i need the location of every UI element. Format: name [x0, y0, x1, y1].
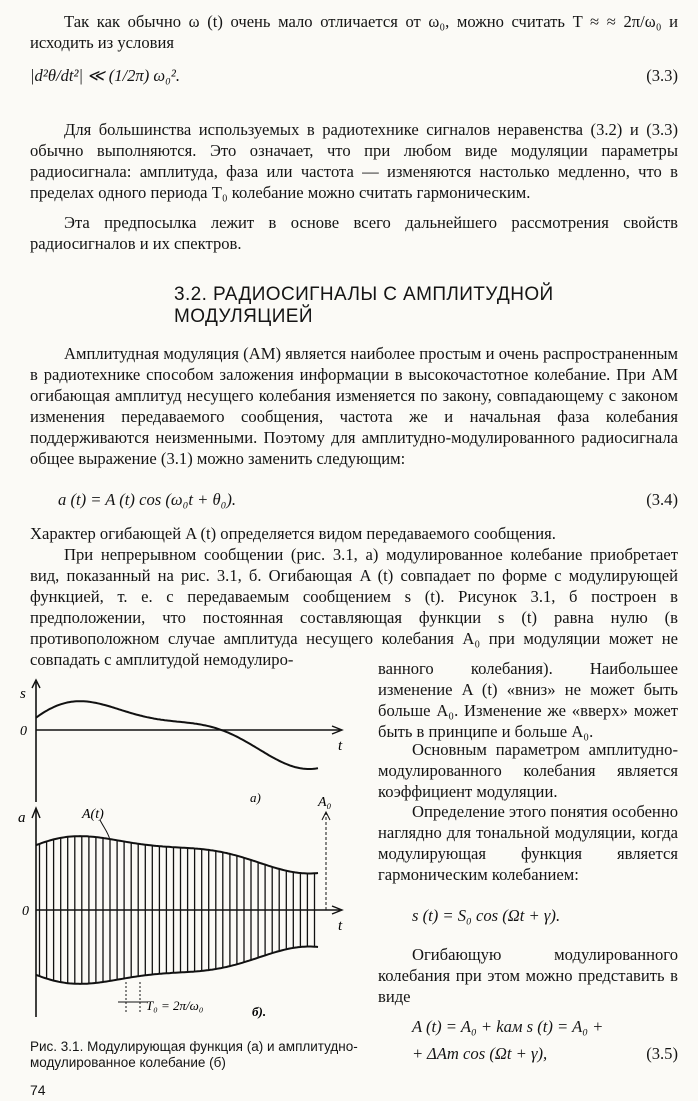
label-zero-a: 0 — [20, 724, 27, 739]
section-heading-line2: МОДУЛЯЦИЕЙ — [174, 306, 313, 327]
modulating-function-curve — [36, 701, 318, 769]
paragraph-premise: Эта предпосылка лежит в основе всего дальнейшего рассмотрения свойств радиосигналов и их спектров. — [30, 213, 678, 253]
figure-caption: Рис. 3.1. Модулирующая функция (а) и амплитудно-модулированное колебание (б) — [30, 1039, 358, 1070]
section-heading — [174, 284, 554, 328]
label-s: s — [20, 686, 26, 702]
equation-3-5-line2: + ΔAm cos (Ωt + γ), — [412, 1043, 548, 1063]
label-T0: T₀ = 2π/ω₀ — [146, 998, 204, 1013]
envelope-lower — [36, 947, 318, 984]
label-zero-b: 0 — [22, 904, 29, 919]
label-A0: A₀ — [318, 795, 332, 810]
paragraph-continuous: При непрерывном сообщении (рис. 3.1, а) модулированное колебание приобретает вид, показанный на рис. 3.1, б. Огибающая A (t) совпадает по форме с модулирующей функцией, т. е. с передаваемым сообщением s (t). Рисунок 3.1, б построен в предположении, что постоянная составляющая функции s (t) равна нулю (в противоположном случае амплитуда несущего колебания A₀ при модуляции может не совпадать с амплитудой немодулиро- — [30, 545, 678, 669]
label-At: A(t) — [82, 807, 104, 822]
equation-s: s (t) = S₀ cos (Ωt + γ). — [412, 906, 561, 925]
paragraph-am-definition: Амплитудная модуляция (АМ) является наиболее простым и очень распространенным в радиотехнике способом заложения информации в высокочастотное колебание. При АМ огибающая амплитуд несущего колебания изменяется по закону, совпадающему с законом изменения передаваемого сообщения, частота же и начальная фаза колебания поддерживаются неизменными. Поэтому для амплитудно-модулированного радиосигнала общее выражение (3.1) можно заменить следующим: — [30, 344, 678, 468]
envelope-upper — [36, 836, 318, 873]
equation-3-3-formula: |d²θ/dt²| ≪ (1/2π) ω₀². — [30, 66, 181, 85]
side-paragraph-4: Огибающую модулированного колебания при этом можно представить в виде — [378, 945, 678, 1006]
side-paragraph-2: Основным параметром амплитудно-модулированного колебания является коэффициент модуляции. — [378, 740, 678, 801]
equation-3-4-number: (3.4) — [646, 490, 678, 509]
paragraph-intro: Так как обычно ω (t) очень мало отличается от ω₀, можно считать T ≈ ≈ 2π/ω₀ и исходить из условия — [30, 12, 678, 52]
label-a: a — [18, 810, 26, 826]
equation-3-4-formula: a (t) = A (t) cos (ω₀t + θ₀). — [58, 490, 237, 509]
section-heading-line1: 3.2. РАДИОСИГНАЛЫ С АМПЛИТУДНОЙ — [174, 284, 554, 305]
equation-3-5-number: (3.5) — [646, 1043, 678, 1063]
label-t-a: t — [338, 738, 343, 754]
label-subfig-a: а) — [250, 790, 261, 805]
equation-3-3-number: (3.3) — [646, 66, 678, 85]
equation-3-5-line2-row — [412, 1044, 678, 1065]
side-paragraph-1: ванного колебания). Наибольшее изменение A (t) «вниз» не может быть больше A₀. Изменение же «вверх» может быть в принципе и больше A₀. — [378, 659, 678, 741]
equation-3-5-line1: A (t) = A₀ + kам s (t) = A₀ + — [412, 1017, 604, 1036]
page-number: 74 — [30, 1082, 46, 1098]
figure-3-1 — [0, 672, 375, 1067]
paragraph-conditions: Для большинства используемых в радиотехнике сигналов неравенства (3.2) и (3.3) обычно выполняются. Это означает, что при любом виде модуляции параметры радиосигнала: амплитуда, фаза или частота — изменяются настолько медленно, что в пределах одного периода T₀ колебание можно считать гармоническим. — [30, 120, 678, 202]
equation-3-4 — [58, 490, 678, 516]
label-subfig-b: б). — [252, 1004, 267, 1019]
label-t-b: t — [338, 918, 343, 934]
equation-3-3 — [30, 66, 678, 92]
equation-3-5 — [412, 1017, 678, 1065]
paragraph-envelope: Характер огибающей A (t) определяется видом передаваемого сообщения. — [30, 524, 556, 543]
side-paragraph-3: Определение этого понятия особенно наглядно для тональной модуляции, когда модулирующая функция является гармоническим колебанием: — [378, 802, 678, 884]
figure-3-1-drawing — [0, 672, 375, 1067]
